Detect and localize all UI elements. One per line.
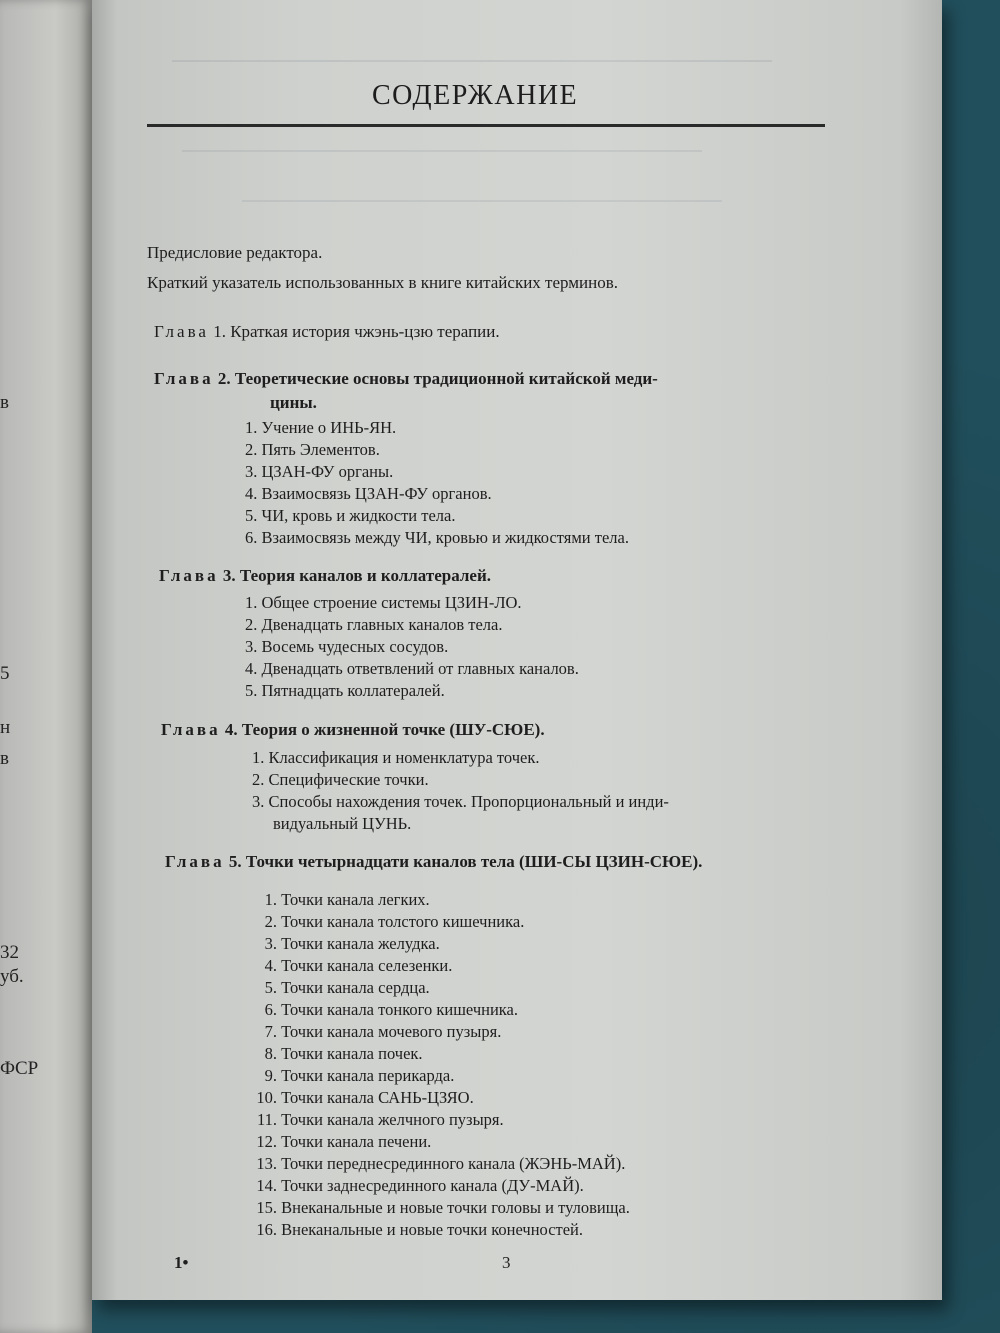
title-rule [147, 124, 825, 127]
book-page [92, 0, 942, 1300]
list-item: 1. Точки канала легких. [264, 890, 430, 909]
show-through [172, 60, 772, 62]
signature-mark: 1• [174, 1253, 189, 1272]
list-item: 15. Внеканальные и новые точки головы и туловища. [256, 1198, 630, 1217]
left-page-fragment: в [0, 392, 9, 413]
chapter-heading: Глава 2. Теоретические основы традиционной китайской меди- [154, 369, 658, 388]
left-page-fragment: в [0, 748, 9, 769]
list-item: 11. Точки канала желчного пузыря. [256, 1110, 504, 1129]
list-item: 3. Точки канала желудка. [264, 934, 440, 953]
chapter-heading: Глава 4. Теория о жизненной точке (ШУ-СЮЕ). [161, 720, 545, 739]
list-item: 5. ЧИ, кровь и жидкости тела. [245, 506, 456, 525]
list-item: 5. Точки канала сердца. [264, 978, 430, 997]
toc-entry: Предисловие редактора. [147, 243, 323, 262]
toc-entry: Краткий указатель использованных в книге китайских терминов. [147, 273, 619, 292]
left-page-fragment: н [0, 717, 11, 738]
list-item: 1. Общее строение системы ЦЗИН-ЛО. [245, 593, 522, 612]
chapter-heading: Глава 1. Краткая история чжэнь-цзю терапии. [154, 322, 500, 341]
list-item: 12. Точки канала печени. [256, 1132, 432, 1151]
list-item: 1. Учение о ИНЬ-ЯН. [245, 418, 397, 437]
list-item: 10. Точки канала САНЬ-ЦЗЯО. [256, 1088, 474, 1107]
left-page-fragment: 32 [0, 942, 19, 963]
list-item-continuation: видуальный ЦУНЬ. [273, 814, 412, 833]
list-item: 13. Точки переднесрединного канала (ЖЭНЬ-МАЙ). [256, 1154, 626, 1173]
list-item: 6. Точки канала тонкого кишечника. [264, 1000, 518, 1019]
list-item: 7. Точки канала мочевого пузыря. [264, 1022, 502, 1041]
list-item: 3. ЦЗАН-ФУ органы. [245, 462, 394, 481]
page-number: 3 [502, 1253, 511, 1272]
list-item: 1. Классификация и номенклатура точек. [252, 748, 540, 767]
list-item: 5. Пятнадцать коллатералей. [245, 681, 445, 700]
left-page-fragment: уб. [0, 966, 24, 987]
list-item: 4. Точки канала селезенки. [264, 956, 453, 975]
chapter-heading: Глава 5. Точки четырнадцати каналов тела (ШИ-СЫ ЦЗИН-СЮЕ). [165, 852, 703, 871]
page-title: СОДЕРЖАНИЕ [372, 80, 579, 111]
list-item: 9. Точки канала перикарда. [264, 1066, 455, 1085]
list-item: 4. Взаимосвязь ЦЗАН-ФУ органов. [245, 484, 492, 503]
list-item: 3. Способы нахождения точек. Пропорциональный и инди- [252, 792, 669, 811]
left-page-fragment: ФСР [0, 1058, 39, 1079]
left-page-fragment: 5 [0, 663, 10, 684]
list-item: 4. Двенадцать ответвлений от главных каналов. [245, 659, 579, 678]
chapter-heading: Глава 3. Теория каналов и коллатералей. [159, 566, 491, 585]
list-item: 3. Восемь чудесных сосудов. [245, 637, 449, 656]
list-item: 2. Специфические точки. [252, 770, 429, 789]
list-item: 2. Двенадцать главных каналов тела. [245, 615, 503, 634]
show-through [182, 150, 702, 152]
list-item: 2. Точки канала толстого кишечника. [264, 912, 525, 931]
list-item: 6. Взаимосвязь между ЧИ, кровью и жидкостями тела. [245, 528, 629, 547]
left-page-edge [0, 0, 92, 1333]
show-through [242, 200, 722, 202]
list-item: 2. Пять Элементов. [245, 440, 380, 459]
list-item: 14. Точки заднесрединного канала (ДУ-МАЙ). [256, 1176, 584, 1195]
list-item: 8. Точки канала почек. [264, 1044, 423, 1063]
chapter-heading-continuation: цины. [270, 393, 317, 412]
list-item: 16. Внеканальные и новые точки конечностей. [256, 1220, 584, 1239]
